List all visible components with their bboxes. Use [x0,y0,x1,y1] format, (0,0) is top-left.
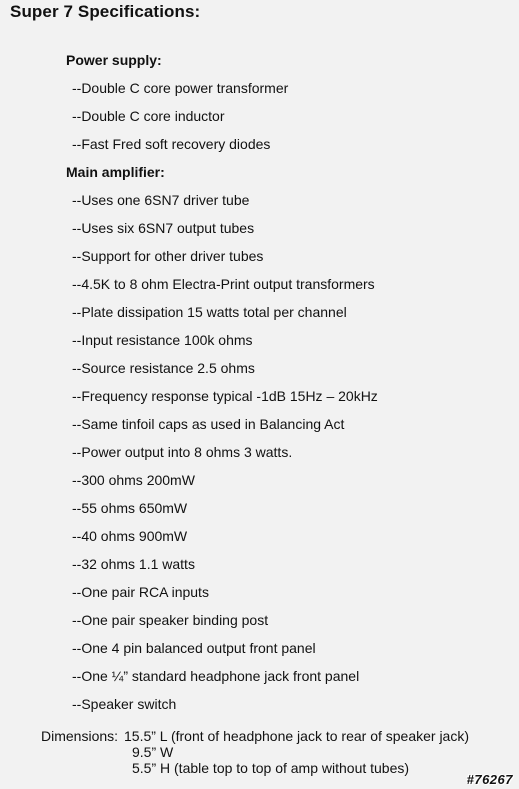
spec-item: --Fast Fred soft recovery diodes [72,136,271,152]
page-title: Super 7 Specifications: [10,2,201,21]
spec-item: --Source resistance 2.5 ohms [72,360,255,376]
spec-item: --Same tinfoil caps as used in Balancing Act [72,416,345,432]
main-amplifier-heading: Main amplifier: [66,164,165,180]
spec-item: --4.5K to 8 ohm Electra-Print output transformers [72,276,375,292]
image-id-watermark: #76267 [466,772,513,787]
spec-item: --32 ohms 1.1 watts [72,556,195,572]
spec-item: --Input resistance 100k ohms [72,332,253,348]
spec-item: --Plate dissipation 15 watts total per channel [72,304,347,320]
power-supply-heading: Power supply: [66,52,162,68]
spec-item: --Power output into 8 ohms 3 watts. [72,444,293,460]
spec-item: --One ¼” standard headphone jack front panel [72,668,360,684]
spec-item: --Uses six 6SN7 output tubes [72,220,255,236]
spec-item: --Frequency response typical -1dB 15Hz – 20kHz [72,388,378,404]
spec-item: --Double C core power transformer [72,80,289,96]
spec-item: --40 ohms 900mW [72,528,188,544]
spec-item: --Uses one 6SN7 driver tube [72,192,250,208]
dimensions-height: 5.5” H (table top to top of amp without tubes) [132,760,410,776]
spec-item: --One pair RCA inputs [72,584,209,600]
spec-item: --55 ohms 650mW [72,500,188,516]
spec-item: --One pair speaker binding post [72,612,269,628]
spec-item: --Support for other driver tubes [72,248,264,264]
spec-item: --Double C core inductor [72,108,225,124]
dimensions-width: 9.5” W [132,744,174,760]
dimensions-label: Dimensions: [41,728,119,744]
spec-item: --300 ohms 200mW [72,472,195,488]
dimensions-length: 15.5” L (front of headphone jack to rear of speaker jack) [124,728,470,744]
spec-item: --Speaker switch [72,696,177,712]
spec-item: --One 4 pin balanced output front panel [72,640,316,656]
